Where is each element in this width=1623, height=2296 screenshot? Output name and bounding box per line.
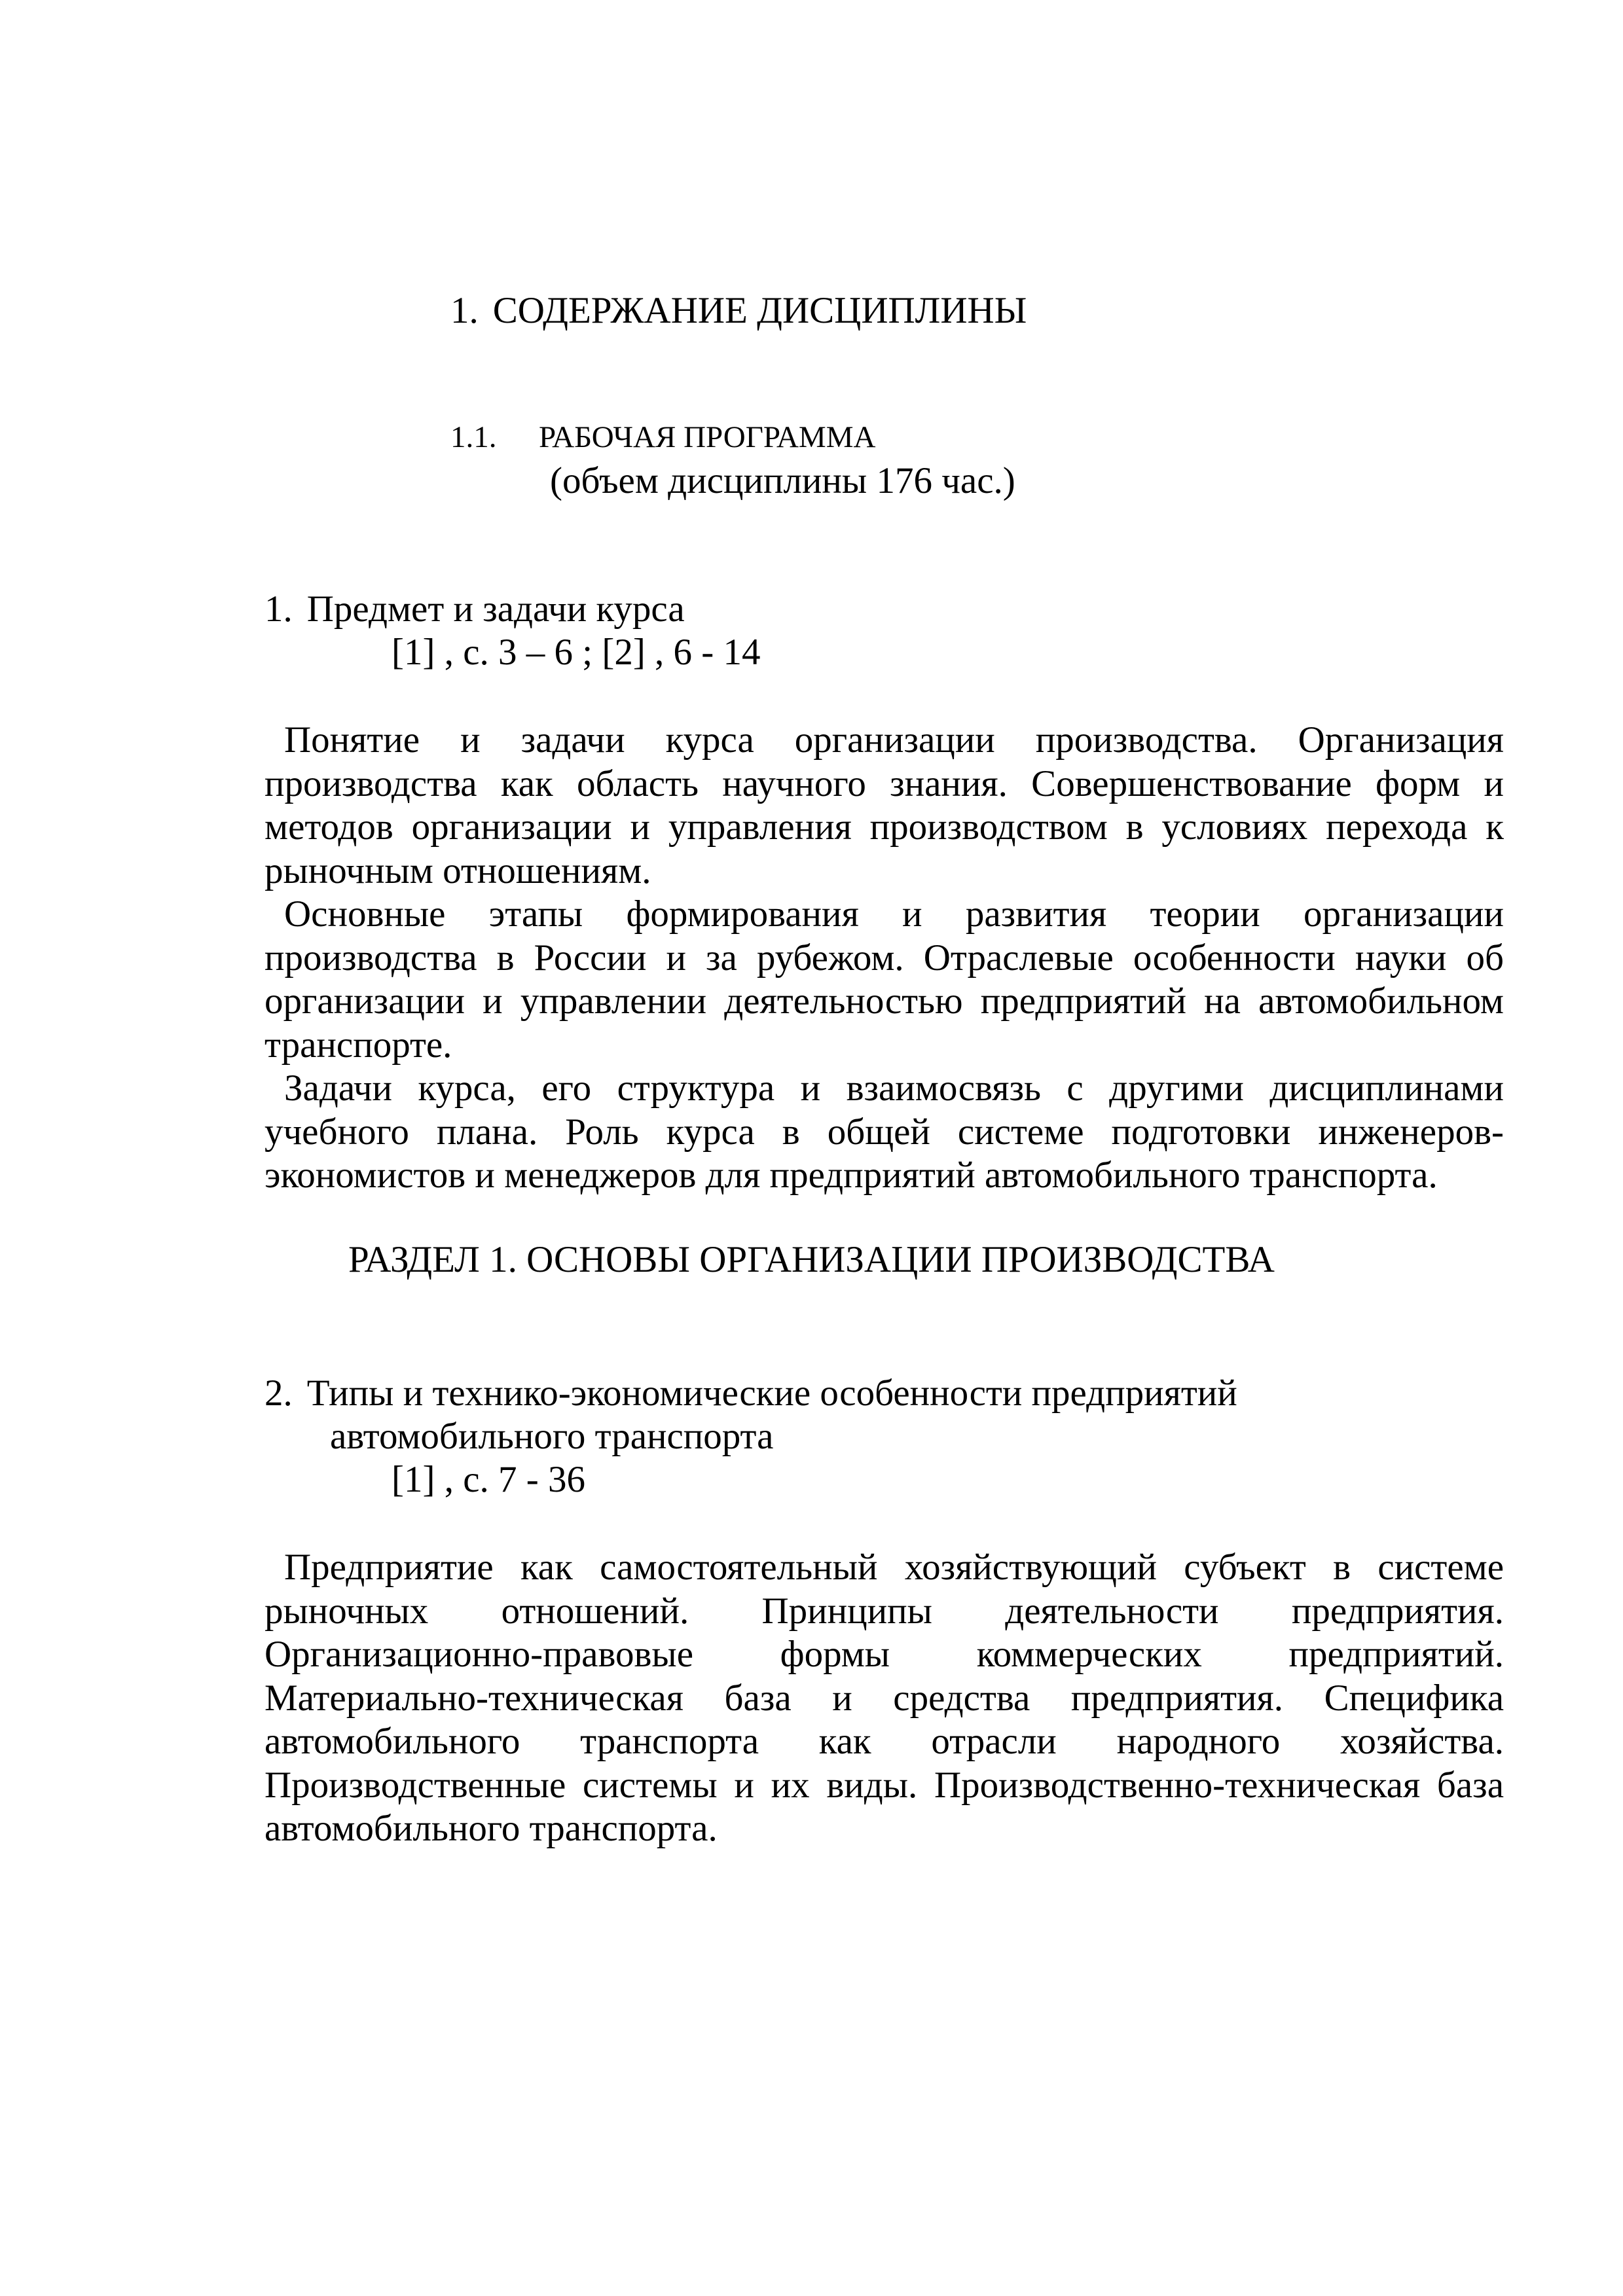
section-1-title: РАЗДЕЛ 1. ОСНОВЫ ОРГАНИЗАЦИИ ПРОИЗВОДСТВА [348, 1239, 1275, 1280]
topic-1-paragraph-2: Основные этапы формирования и развития теории организации производства в России и за рубежом. Отраслевые особенности науки об организации и управлении деятельностью предприятий на автомобильном транспорте. [264, 893, 1504, 1066]
subheading-number: 1.1. [450, 420, 497, 454]
heading-number: 1. [450, 290, 479, 331]
topic-2-references: [1] , с. 7 - 36 [392, 1459, 585, 1500]
page-title [450, 288, 1027, 334]
topic-2-title [264, 1372, 1237, 1458]
subheading [450, 418, 875, 457]
topic-1-references: [1] , с. 3 – 6 ; [2] , 6 - 14 [392, 632, 761, 673]
topic-1-paragraph-3: Задачи курса, его структура и взаимосвязь с другими дисциплинами учебного плана. Роль курса в общей системе подготовки инженеров-экономистов и менеджеров для предприятий автомобильного транспорта. [264, 1067, 1504, 1196]
heading-title: СОДЕРЖАНИЕ ДИСЦИПЛИНЫ [492, 290, 1027, 331]
subheading-title: РАБОЧАЯ ПРОГРАММА [539, 420, 876, 454]
topic-1-paragraph-1: Понятие и задачи курса организации производства. Организация производства как область научного знания. Совершенствование форм и методов организации и управления производством в условиях перехода к рыночным отношениям. [264, 719, 1504, 891]
subheading-note: (объем дисциплины 176 час.) [550, 460, 1015, 501]
topic-2-number: 2. [264, 1372, 293, 1414]
topic-2-title-line-2: автомобильного транспорта [330, 1416, 774, 1457]
topic-1-title [264, 588, 685, 631]
topic-1-title-text: Предмет и задачи курса [306, 588, 685, 630]
topic-2-paragraph-1: Предприятие как самостоятельный хозяйствующий субъект в системе рыночных отношений. Принципы деятельности предприятия. Организационно-правовые формы коммерческих предприятий. Материально-техническая база и средства предприятия. Специфика автомобильного транспорта как отрасли народного хозяйства. Производственные системы и их виды. Производственно-техническая база автомобильного транспорта. [264, 1547, 1504, 1849]
topic-1-number: 1. [264, 588, 293, 630]
topic-2-title-line-1: Типы и технико-экономические особенности предприятий [306, 1372, 1237, 1414]
